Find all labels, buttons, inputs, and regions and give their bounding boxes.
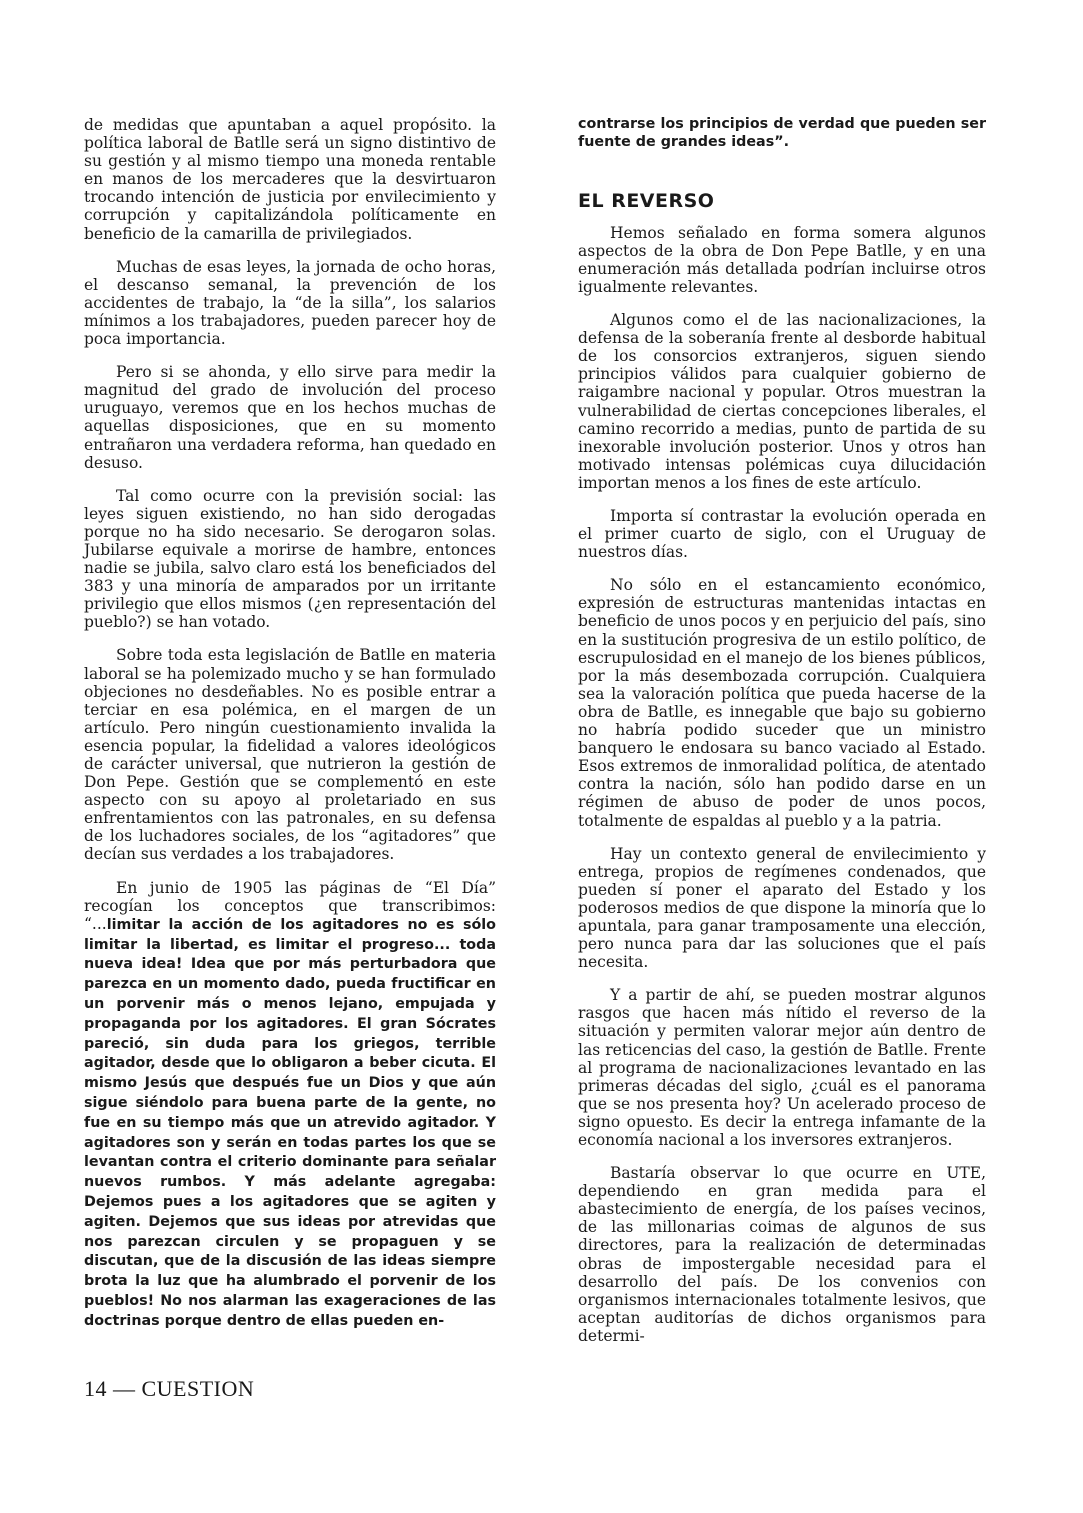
left-column	[84, 116, 496, 1345]
paragraph: Muchas de esas leyes, la jornada de ocho horas, el descanso semanal, la prevención de los accidentes de trabajo, la “de la silla”, los salarios mínimos a los trabajadores, pueden parecer hoy de poca importancia.	[84, 257, 496, 349]
section-heading: EL REVERSO	[578, 189, 715, 212]
paragraph: Importa sí contrastar la evolución operada en el primer cuarto de siglo, con el Uruguay de nuestros días.	[578, 507, 986, 562]
quote-text: limitar la acción de los agitadores no es sólo limitar la libertad, es limitar el progreso... toda nueva idea! Idea que por más perturbadora que parezca en un momento dado, pueda fructificar en un porvenir más o menos lejano, empujada y propaganda por los agitadores. El gran Sócrates pareció, sin duda para los griegos, terrible agitador, desde que lo obligaron a beber cicuta. El mismo Jesús que después fue un Dios y que aún sigue siéndolo para buena parte de la gente, no fue en su tiempo más que un atrevido agitador. Y agitadores son y serán en todas partes los que se levantan contra el criterio dominante para señalar nuevos rumbos. Y más adelante agregaba: Dejemos pues a los agitadores que se agiten y agiten. Dejemos que sus ideas por atrevidas que nos parezcan circulen y se propaguen y se discutan, que de la discusión de las ideas siempre brota la luz que ha alumbrado el porvenir de los pueblos! No nos alarman las exageraciones de las doctrinas porque dentro de ellas pueden en-	[84, 916, 496, 1329]
paragraph: Hemos señalado en forma somera algunos aspectos de la obra de Don Pepe Batlle, y en una enumeración más detallada podrían incluirse otros igualmente relevantes.	[578, 223, 986, 296]
quote-continuation: contrarse los principios de verdad que pueden ser fuente de grandes ideas”.	[578, 116, 986, 150]
paragraph: Algunos como el de las nacionalizaciones, la defensa de la soberanía frente al desborde habitual de los consorcios extranjeros, siguen siendo principios válidos para cualquier gobierno de raigambre nacional y popular. Otros muestran la vulnerabilidad de ciertas concepciones liberales, el camino recorrido a medias, punto de partida de su inexorable involución posterior. Unos y otros han motivado intensas polémicas cuya dilucidación importan menos a los fines de este artículo.	[578, 311, 986, 492]
paragraph: Y a partir de ahí, se pueden mostrar algunos rasgos que hacen más nítido el reverso de la situación y permiten valorar mejor aún dentro de las reticencias del caso, la gestión de Batlle. Frente al programa de nacionalizaciones levantado en las primeras décadas del siglo, ¿cuál es el panorama que se nos presenta hoy? Un acelerado proceso de signo opuesto. Es decir la entrega infamante de la economía nacional a los inversores extranjeros.	[578, 986, 986, 1149]
quote-paragraph	[84, 879, 496, 1331]
paragraph: No sólo en el estancamiento económico, expresión de estructuras mantenidas intactas en beneficio de unos pocos y en perjuicio del país, sino en la sustitución progresiva de un estilo político, de escrupulosidad en el manejo de los bienes públicos, por la más desembozada corrupción. Cualquiera sea la valoración política que pueda hacerse de la obra de Batlle, es innegable que bajo su gobierno no habría podido suceder que un ministro banquero le endosara su banco vaciado al Estado. Esos extremos de inmoralidad política, de atentado contra la nación, sólo han podido darse en un régimen de abuso de poder de unos pocos, totalmente de espaldas al pueblo y a la patria.	[578, 576, 986, 830]
paragraph: Tal como ocurre con la previsión social: las leyes siguen existiendo, no han sido derogadas porque no ha sido necesario. Se derogaron solas. Jubilarse equivale a morirse de hambre, entonces nadie se jubila, salvo claro está los beneficiados del 383 y una minoría de amparados por un irritante privilegio que ellos mismos (¿en representación del pueblo?) se han votado.	[84, 486, 496, 632]
page-footer: 14 — CUESTION	[84, 1376, 255, 1401]
paragraph: de medidas que apuntaban a aquel propósito. la política laboral de Batlle será un signo distintivo de su gestión y al mismo tiempo una moneda rentable en manos de los mercaderes que la desvirtuaron trocando intención de justicia por envilecimiento y corrupción y capitalizándola políticamente en beneficio de la camarilla de privilegiados.	[84, 116, 496, 243]
paragraph: Bastaría observar lo que ocurre en UTE, dependiendo en gran medida para el abastecimiento de energía, de los países vecinos, de las millonarias coimas de algunos de sus directores, para la realización de determinadas obras de impostergable necesidad para el desarrollo del país. De los convenios con organismos internacionales totalmente lesivos, que aceptan auditorías de dichos organismos para determi-	[578, 1164, 986, 1345]
right-column	[578, 116, 986, 1360]
quote-intro: En junio de 1905 las páginas de “El Día” recogían los conceptos que transcribimos: “...	[84, 878, 496, 933]
paragraph: Sobre toda esta legislación de Batlle en materia laboral se ha polemizado mucho y se han formulado objeciones no desdeñables. No es posible entrar a terciar en esa polémica, en el margen de un artículo. Pero ningún cuestionamiento invalida la esencia popular, la fidelidad a valores ideológicos de carácter universal, que nutrieron la gestión de Don Pepe. Gestión que se complementó en este aspecto con su apoyo al proletariado en sus enfrentamientos con las patronales, en su defensa de los luchadores sociales, de los “agitadores” que decían sus verdades a los trabajadores.	[84, 646, 496, 864]
paragraph: Hay un contexto general de envilecimiento y entrega, propios de regímenes condenados, que pueden sí poner el aparato del Estado y los poderosos medios de que dispone la minoría que lo apuntala, para ganar tramposamente una elección, pero nunca para dar las soluciones que el país necesita.	[578, 844, 986, 972]
paragraph: Pero si se ahonda, y ello sirve para medir la magnitud del grado de involución del proceso uruguayo, veremos que en los hechos muchas de aquellas disposiciones, que en su momento entrañaron una verdadera reforma, han quedado en desuso.	[84, 363, 496, 472]
